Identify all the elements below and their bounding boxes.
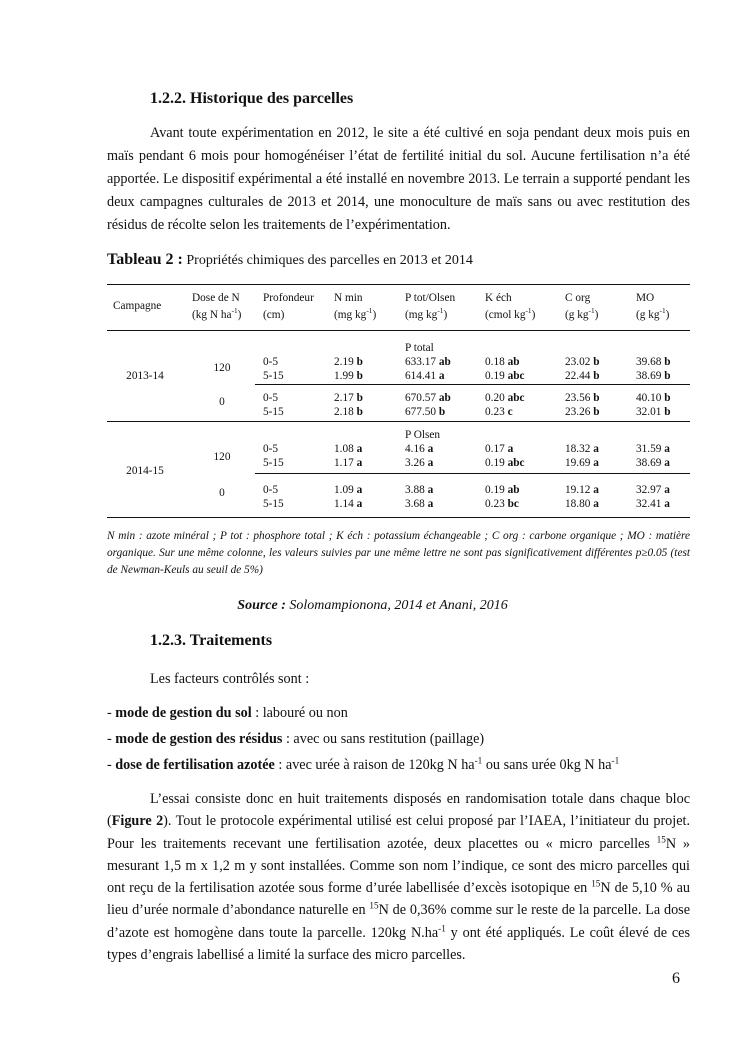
dose-label: 0 [219,487,225,499]
table-footnote: N min : azote minéral ; P tot : phosphore total ; K éch : potassium échangeable ; C org : carbone organique ; MO : matière organique. Sur une même colonne, les valeurs suivies par une même lettre ne sont pas significativement différentes p≥0.05 (test de Newman-Keuls au seuil de 5%) [107,530,690,576]
significance-letter: a [356,484,363,496]
significance-letter: b [593,356,600,368]
value-cell: 22.44 b [565,370,600,382]
value-cell: 2.19 b [334,356,363,368]
significance-letter: b [356,392,363,404]
column-header: P tot/Olsen [405,292,456,304]
significance-letter: c [507,406,513,418]
value-cell: 31.59 a [636,443,670,455]
significance-letter: a [438,370,445,382]
value-cell: 40.10 b [636,392,671,404]
value-cell: 3.26 a [405,457,434,469]
value-cell: 23.56 b [565,392,600,404]
significance-letter: a [664,443,670,455]
value-cell: 1.17 a [334,457,363,469]
value-cell: 1.09 a [334,484,363,496]
significance-letter: b [356,406,363,418]
value-cell: 23.26 b [565,406,600,418]
depth-cell: 0-5 [263,484,279,496]
significance-letter: a [427,484,434,496]
significance-letter: b [593,392,600,404]
table-rule [255,384,690,385]
value-cell: 0.23 c [485,406,513,418]
column-header-unit: Campagne [113,300,162,312]
significance-letter: ab [438,356,451,368]
value-cell: 0.23 bc [485,498,519,510]
column-header: Dose de N [192,292,240,304]
table-rule [107,330,690,331]
significance-letter: a [593,498,599,510]
significance-letter: a [356,443,363,455]
significance-letter: abc [507,370,525,382]
significance-letter: a [427,457,434,469]
significance-letter: ab [438,392,451,404]
table-rule [107,517,690,518]
column-header: MO [636,292,655,304]
significance-letter: a [593,484,599,496]
significance-letter: a [507,443,514,455]
significance-letter: b [438,406,446,418]
factors-intro: Les facteurs contrôlés sont : [150,671,310,687]
value-cell: 0.20 abc [485,392,525,404]
value-cell: 32.97 a [636,484,670,496]
value-cell: 0.18 ab [485,356,520,368]
table-caption-label: Tableau 2 : [107,251,183,268]
value-cell: 3.88 a [405,484,434,496]
dose-label: 120 [213,451,231,463]
column-header-unit: (mg $kg^{-1}$) [334,306,377,321]
value-cell: 2.17 b [334,392,363,404]
depth-cell: 5-15 [263,406,284,418]
column-header-unit: (cm) [263,309,285,321]
dose-label: 120 [213,362,231,374]
column-header-unit: (g $kg^{-1}$) [565,306,599,321]
column-header-unit: (kg N $ha^{-1}$) [192,306,242,321]
depth-cell: 5-15 [263,457,284,469]
campaign-label: 2014-15 [126,465,164,477]
value-cell: 1.08 a [334,443,363,455]
source-label: Source : [237,598,286,613]
value-cell: 32.01 b [636,406,671,418]
value-cell: 0.19 abc [485,457,525,469]
significance-letter: a [664,498,670,510]
paragraph-text: Avant toute expérimentation en 2012, le site a été cultivé en soja pendant deux mois puis en maïs pendant 6 mois pour homogénéiser l’état de fertilité initial du sol. Aucune fertilisation n’a été apportée. Le dispositif expérimental a été installé en novembre 2013. Le terrain a supporté pendant les deux campagnes culturales de 2013 et 2014, une monoculture de maïs sans ou avec restitution des résidus de récolte selon les traitements de l’expérimentation. [107,125,690,233]
significance-letter: a [593,457,599,469]
bullet-fertilisation: - dose de fertilisation azotée : avec urée à raison de 120kg N $ha^{-1}$ ou sans urée 0kg N $ha^{-1}$ [107,755,620,773]
value-cell: 0.19 ab [485,484,520,496]
depth-cell: 5-15 [263,370,284,382]
column-header-unit: (g $kg^{-1}$) [636,306,670,321]
depth-cell: 0-5 [263,392,279,404]
campaign-label: 2013-14 [126,370,164,382]
column-header: C org [565,292,591,304]
significance-letter: b [356,356,363,368]
table-rule [107,421,690,422]
significance-letter: bc [507,498,519,510]
value-cell: 0.17 a [485,443,514,455]
significance-letter: b [593,406,600,418]
p-measure-label: P Olsen [405,429,441,441]
column-header: Profondeur [263,292,314,304]
value-cell: 677.50 b [405,406,446,418]
value-cell: 0.19 abc [485,370,525,382]
page-number: 6 [672,970,680,987]
value-cell: 32.41 a [636,498,670,510]
value-cell: 2.18 b [334,406,363,418]
column-header-unit: (cmol $kg^{-1}$) [485,306,536,321]
table-source [0,598,745,614]
value-cell: 1.99 b [334,370,363,382]
value-cell: 3.68 a [405,498,434,510]
value-cell: 39.68 b [636,356,671,368]
p-measure-label: P total [405,342,434,354]
depth-cell: 0-5 [263,443,279,455]
depth-cell: 0-5 [263,356,279,368]
significance-letter: a [356,457,363,469]
dose-label: 0 [219,396,225,408]
section-heading-historique: 1.2.2. Historique des parcelles [150,90,354,107]
value-cell: 23.02 b [565,356,600,368]
column-header: N min [334,292,363,304]
significance-letter: a [427,498,434,510]
value-cell: 614.41 a [405,370,445,382]
table-rule [255,473,690,474]
value-cell: 19.69 a [565,457,599,469]
section-heading-traitements: 1.2.3. Traitements [150,632,273,649]
significance-letter: abc [507,392,525,404]
table-caption-text: Propriétés chimiques des parcelles en 2013 et 2014 [182,253,473,268]
significance-letter: a [664,457,670,469]
significance-letter: a [593,443,599,455]
significance-letter: a [356,498,363,510]
table-rule [107,284,690,285]
value-cell: 633.17 ab [405,356,451,368]
significance-letter: a [664,484,670,496]
value-cell: 18.80 a [565,498,599,510]
value-cell: 1.14 a [334,498,363,510]
significance-letter: abc [507,457,525,469]
bullet-residues: - mode de gestion des résidus : avec ou sans restitution (paillage) [107,731,485,747]
significance-letter: b [664,370,671,382]
significance-letter: b [664,392,671,404]
figure-2-reference: Figure 2 [111,813,164,830]
significance-letter: b [664,356,671,368]
significance-letter: a [427,443,434,455]
significance-letter: b [356,370,363,382]
significance-letter: ab [507,484,520,496]
value-cell: 38.69 a [636,457,670,469]
paragraph-traitements: L’essai consiste donc en huit traitements disposés en randomisation totale dans chaque bloc (Figure 2). Tout le protocole expérimental utilisé est celui proposé par l’IAEA, l’initiateur du projet. Pour les traitements recevant une fertilisation azotée, deux placettes ou « micro parcelles $^{15}$N » mesurant 1,5 m x 1,2 m y sont installées. Comme son nom l’indique, ce sont des micro parcelles qui ont reçu de la fertilisation azotée sous forme d’urée labellisée d’excès isotopique en $^{15}$N de 5,10 % au lieu d’urée normale d’abondance naturelle en $^{15}$N de 0,36% comme sur le reste de la parcelle. La dose d’azote est homogène dans toute la parcelle. 120kg $N.ha^{-1}$ y ont été appliqués. Le coût élevé de ces types d’engrais labellisé a limité la surface des micro parcelles. [107,791,690,964]
significance-letter: b [664,406,671,418]
value-cell: 4.16 a [405,443,434,455]
value-cell: 18.32 a [565,443,599,455]
column-header-unit: (mg $kg^{-1}$) [405,306,448,321]
column-header: K éch [485,292,512,304]
significance-letter: b [593,370,600,382]
bullet-soil: - mode de gestion du sol : labouré ou non [107,705,348,721]
significance-letter: ab [507,356,520,368]
depth-cell: 5-15 [263,498,284,510]
source-text: Solomampionona, 2014 et Anani, 2016 [285,598,508,613]
value-cell: 38.69 b [636,370,671,382]
value-cell: 19.12 a [565,484,599,496]
value-cell: 670.57 ab [405,392,451,404]
